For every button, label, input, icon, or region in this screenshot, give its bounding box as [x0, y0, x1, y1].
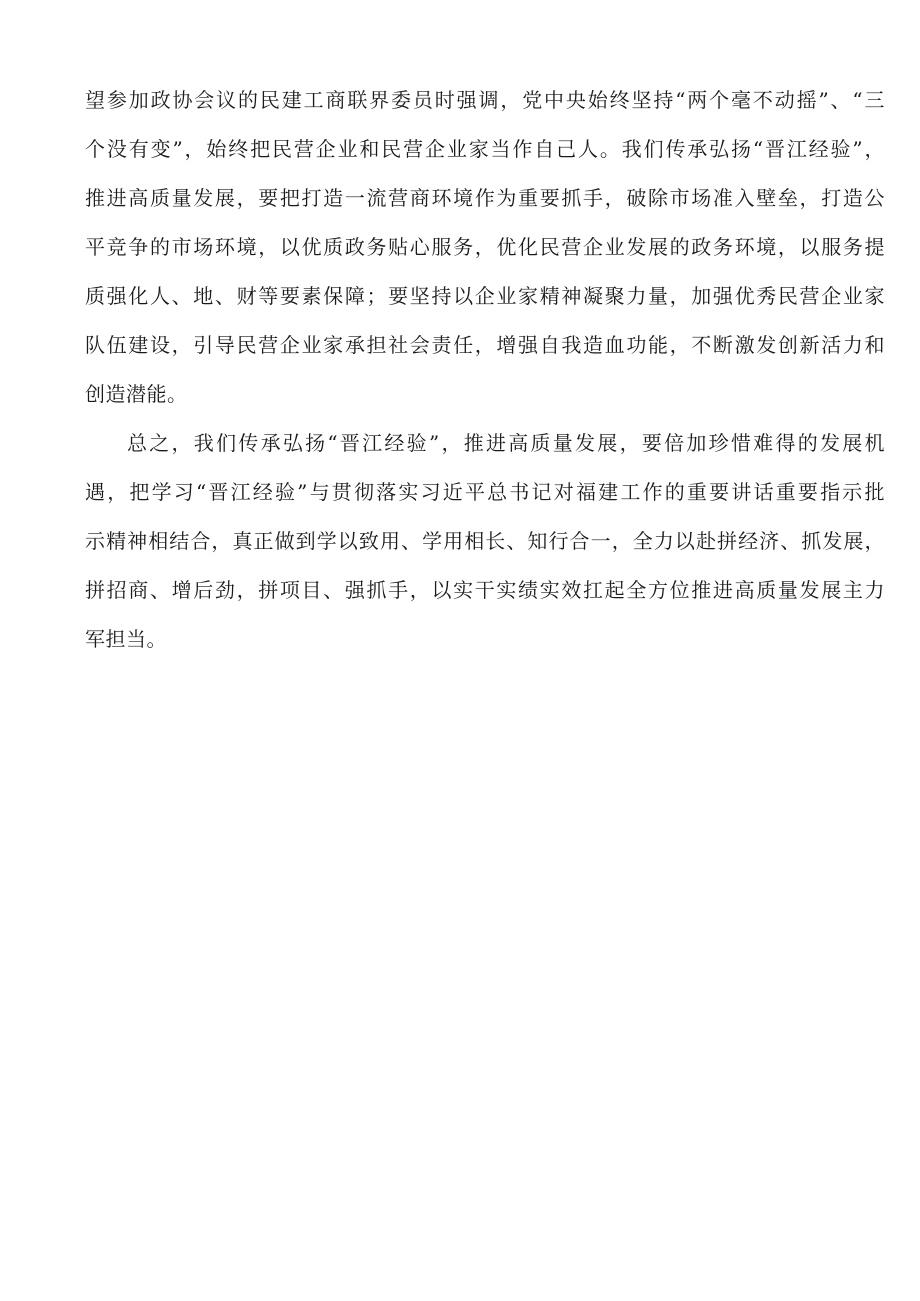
- text-line: 平竞争的市场环境，以优质政务贴心服务，优化民营企业发展的政务环境，以服务提: [85, 235, 885, 259]
- text-line: 拼招商、增后劲，拼项目、强抓手，以实干实绩实效扛起全方位推进高质量发展主力: [85, 578, 885, 602]
- paragraph-1: [85, 80, 885, 423]
- text-line: 遇，把学习“晋江经验”与贯彻落实习近平总书记对福建工作的重要讲话重要指示批: [85, 480, 885, 504]
- text-line: 创造潜能。: [85, 382, 188, 406]
- text-line: 质强化人、地、财等要素保障；要坚持以企业家精神凝聚力量，加强优秀民营企业家: [85, 284, 885, 308]
- paragraph-2: [85, 423, 885, 668]
- text-line: 示精神相结合，真正做到学以致用、学用相长、知行合一，全力以赴拼经济、抓发展，: [85, 529, 885, 553]
- text-line: 推进高质量发展，要把打造一流营商环境作为重要抓手，破除市场准入壁垒，打造公: [85, 186, 885, 210]
- text-line: 总之，我们传承弘扬“晋江经验”，推进高质量发展，要倍加珍惜难得的发展机: [127, 431, 885, 455]
- text-line: 军担当。: [85, 627, 167, 651]
- text-line: 队伍建设，引导民营企业家承担社会责任，增强自我造血功能，不断激发创新活力和: [85, 333, 885, 357]
- text-line: 望参加政协会议的民建工商联界委员时强调，党中央始终坚持“两个毫不动摇”、“三: [85, 88, 885, 112]
- body-text: [85, 80, 885, 668]
- text-line: 个没有变”，始终把民营企业和民营企业家当作自己人。我们传承弘扬“晋江经验”，: [85, 137, 885, 161]
